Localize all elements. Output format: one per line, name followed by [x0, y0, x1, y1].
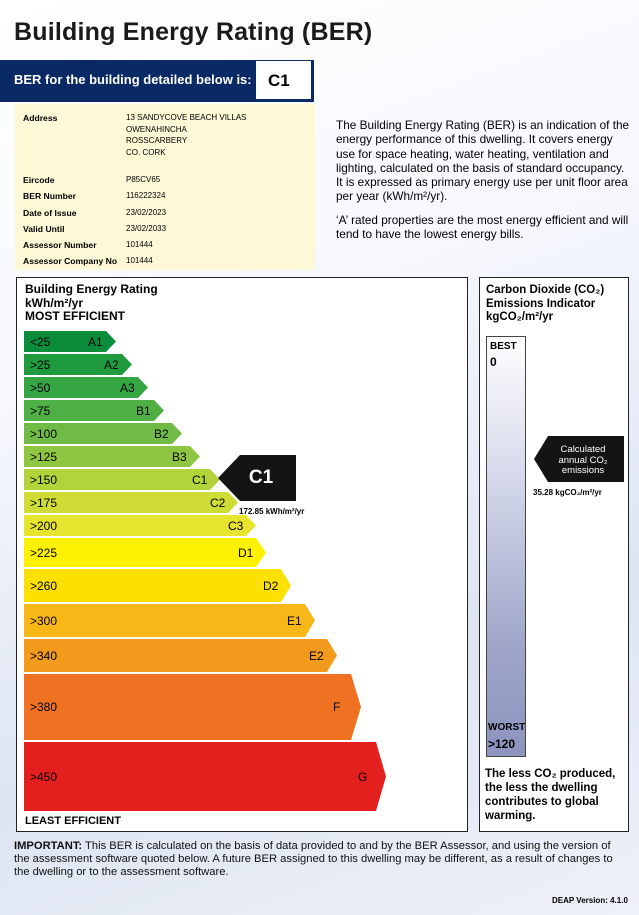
ber-band-c1: [24, 469, 222, 490]
ber-band-code: A2: [104, 357, 119, 372]
ber-band-c3: [24, 515, 258, 536]
co2-title-line: Carbon Dioxide (CO₂): [486, 284, 605, 296]
ber-band-shape: [24, 639, 337, 672]
ber-band-code: B1: [136, 403, 151, 418]
ber-band-range: >200: [30, 518, 58, 533]
ber-band-a2: [24, 354, 134, 375]
co2-units: kgCO₂/m²/yr: [486, 311, 554, 323]
ber-number-value: 116222324: [126, 191, 166, 200]
ber-explanation-paragraph: ‘A’ rated properties are the most energy efficient and will tend to have the lowest energy bills.: [336, 212, 629, 242]
eircode-label: Eircode: [23, 175, 55, 185]
co2-best-value: 0: [490, 355, 497, 369]
ber-band-fill: [24, 639, 337, 672]
ber-band-code: A1: [88, 334, 103, 349]
assessor-number-value: 101444: [126, 240, 153, 249]
ber-band-a3: [24, 377, 150, 398]
co2-emissions-value: 35.28 kgCO₂/m²/yr: [533, 488, 602, 497]
ber-scale-units: kWh/m²/yr: [25, 295, 84, 310]
ber-band-e2: [24, 639, 339, 672]
ber-summary-label: BER for the building detailed below is:: [14, 72, 252, 87]
co2-title: [486, 284, 604, 325]
ber-band-fill: [24, 515, 256, 536]
ber-band-fill: [24, 742, 386, 811]
building-details-box: [15, 104, 315, 270]
ber-band-code: C2: [210, 495, 226, 510]
valid-until-value: 23/02/2033: [126, 224, 167, 233]
ber-band-b3: [24, 446, 202, 467]
indicator-rating: C1: [248, 467, 274, 488]
date-of-issue-label: Date of Issue: [23, 208, 77, 218]
ber-band-range: >75: [30, 403, 51, 418]
ber-band-code: D2: [263, 578, 279, 593]
co2-worst-label: WORST: [488, 722, 526, 733]
least-efficient-label: LEAST EFFICIENT: [25, 815, 121, 827]
ber-number-label: BER Number: [23, 191, 77, 201]
ber-band-code: C3: [228, 518, 244, 533]
ber-band-fill: [24, 538, 266, 567]
ber-band-code: E1: [287, 613, 302, 628]
co2-arrow-line: Calculated: [560, 444, 606, 455]
important-label: IMPORTANT:: [14, 840, 83, 852]
assessor-company-label: Assessor Company No: [23, 256, 118, 266]
ber-summary-value: C1: [255, 60, 312, 100]
date-of-issue-value: 23/02/2023: [126, 208, 167, 217]
ber-band-range: <25: [30, 334, 51, 349]
ber-band-shape: [24, 742, 386, 811]
co2-scale-bar: [486, 336, 526, 757]
assessor-number-label: Assessor Number: [23, 240, 97, 250]
ber-band-range: >300: [30, 613, 58, 628]
ber-band-a1: [24, 331, 118, 352]
ber-band-range: >225: [30, 545, 58, 560]
ber-band-range: >100: [30, 426, 58, 441]
ber-band-range: >260: [30, 578, 58, 593]
ber-band-fill: [24, 569, 291, 602]
ber-scale-title-line: Building Energy Rating: [25, 282, 158, 296]
ber-band-code: B2: [154, 426, 169, 441]
ber-band-range: >450: [30, 769, 58, 784]
co2-note: The less CO₂ produced, the less the dwelling contributes to global warming.: [485, 768, 616, 822]
ber-explanation: [336, 118, 630, 250]
ber-band-shape: [24, 604, 315, 637]
ber-band-code: A3: [120, 380, 135, 395]
ber-band-code: C1: [192, 472, 208, 487]
ber-band-range: >150: [30, 472, 58, 487]
ber-band-range: >380: [30, 700, 58, 714]
ber-band-range: >50: [30, 380, 51, 395]
important-text: This BER is calculated on the basis of data provided to and by the BER Assessor, and using the version of the assessment software quoted below. A future BER assigned to this dwelling may be different, as a result of changes to the dwelling or to the assessment software.: [14, 840, 613, 878]
co2-best-label: BEST: [490, 341, 517, 352]
ber-band-shape: [24, 538, 266, 567]
ber-band-c2: [24, 492, 240, 513]
co2-worst-value: >120: [488, 737, 516, 751]
ber-band-d1: [24, 538, 268, 567]
address-label: Address: [23, 113, 58, 123]
ber-band-range: >175: [30, 495, 58, 510]
ber-band-b1: [24, 400, 166, 421]
address-value: 13 SANDYCOVE BEACH VILLAS OWENAHINCHA ROSSCARBERY CO. CORK: [126, 113, 247, 157]
co2-arrow-line: emissions: [561, 465, 605, 476]
ber-band-range: >25: [30, 357, 51, 372]
deap-version: DEAP Version: 4.1.0: [552, 896, 628, 905]
eircode-value: P85CV65: [126, 175, 161, 184]
ber-band-e1: [24, 604, 317, 637]
ber-band-code: G: [358, 769, 368, 784]
ber-band-shape: [24, 674, 361, 740]
ber-band-range: >125: [30, 449, 58, 464]
ber-scale-title: [25, 283, 158, 324]
co2-arrow-line: annual CO₂: [558, 454, 608, 466]
ber-band-d2: [24, 569, 293, 602]
ber-band-shape: [24, 569, 291, 602]
assessor-company-value: 101444: [126, 256, 153, 265]
co2-title-line: Emissions Indicator: [486, 297, 596, 310]
ber-band-code: B3: [172, 449, 187, 464]
ber-band-fill: [24, 674, 361, 740]
ber-band-b2: [24, 423, 184, 444]
ber-band-code: F: [333, 700, 341, 714]
page-title: Building Energy Rating (BER): [14, 18, 373, 46]
ber-band-shape: [24, 515, 256, 536]
valid-until-label: Valid Until: [23, 224, 65, 234]
ber-band-range: >340: [30, 648, 58, 663]
ber-band-fill: [24, 604, 315, 637]
indicator-energy-value: 172.85 kWh/m²/yr: [239, 507, 305, 516]
important-notice: [14, 840, 626, 879]
co2-arrow-text: [544, 445, 622, 477]
ber-band-f: [24, 674, 363, 740]
ber-band-g: [24, 742, 388, 811]
ber-explanation-paragraph: The Building Energy Rating (BER) is an indication of the energy performance of this dwelling. It covers energy use for space heating, water heating, ventilation and lighting, calculated on the basis of standard occupancy. It is expressed as primary energy use per unit floor area per year (kWh/m²/yr).: [336, 118, 630, 204]
most-efficient-label: MOST EFFICIENT: [25, 309, 125, 323]
ber-band-code: D1: [238, 545, 254, 560]
ber-band-code: E2: [309, 648, 324, 663]
